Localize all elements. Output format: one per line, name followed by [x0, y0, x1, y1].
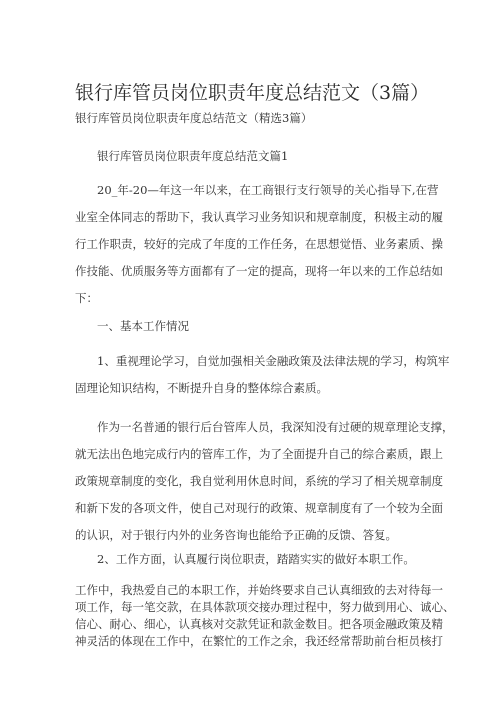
intro-paragraph	[75, 177, 443, 312]
text-line: 和新下发的各项文件，使自己对现行的政策、规章制度有了一个较为全面	[75, 501, 443, 515]
text-line: 项工作，每一笔交款，在具体款项交接办理过程中，努力做到用心、诚心、	[75, 600, 455, 614]
text-line: 信心、耐心、细心，认真核对交款凭证和款金数目。把各项金融政策及精	[75, 617, 443, 631]
text-line: 的认识，对于银行内外的业务咨询也能给予正确的反馈、答复。	[75, 528, 397, 542]
item-2-heading	[97, 546, 455, 573]
document-title: 银行库管员岗位职责年度总结范文（3篇）	[75, 82, 430, 104]
text-line: 作为一名普通的银行后台管库人员，我深知没有过硬的规章理论支撑，	[97, 420, 454, 434]
heading-basic-work	[97, 313, 455, 340]
text-line: 工作中，我热爱自己的本职工作，并始终要求自己认真细致的去对待每一	[75, 583, 443, 597]
text-line: 就无法出色地完成行内的管库工作，为了全面提升自己的综合素质，跟上	[75, 447, 443, 461]
study-paragraph	[75, 414, 454, 549]
document-subtitle: 银行库管员岗位职责年度总结范文（精选3篇）	[75, 111, 313, 125]
text-line: 业室全体同志的帮助下，我认真学习业务知识和规章制度，积极主动的履	[75, 210, 443, 224]
heading-text: 一、基本工作情况	[97, 319, 189, 333]
text-line: 1、重视理论学习，自觉加强相关金融政策及法律法规的学习，构筑牢	[97, 354, 450, 368]
text-line: 2、工作方面，认真履行岗位职责，踏踏实实的做好本职工作。	[97, 552, 415, 566]
text-line: 固理论知识结构，不断提升自身的整体综合素质。	[75, 381, 328, 395]
text-line: 作技能、优质服务等方面都有了一定的提高，现将一年以来的工作总结如	[75, 264, 443, 278]
work-paragraph	[75, 582, 455, 650]
section-title	[97, 143, 455, 170]
text-line: 下：	[75, 291, 98, 305]
text-line: 神灵活的体现在工作中，在繁忙的工作之余，我还经常帮助前台柜员核打	[75, 634, 443, 648]
text-line: 行工作职责，较好的完成了年度的工作任务，在思想觉悟、业务素质、操	[75, 237, 443, 251]
section-title-text: 银行库管员岗位职责年度总结范文篇1	[97, 149, 289, 163]
item-1-paragraph	[75, 348, 450, 402]
text-line: 政策规章制度的变化，我自觉利用休息时间，系统的学习了相关规章制度	[75, 474, 443, 488]
text-line: 20_年-20—年这一年以来，在工商银行支行领导的关心指导下,在营	[97, 183, 439, 197]
